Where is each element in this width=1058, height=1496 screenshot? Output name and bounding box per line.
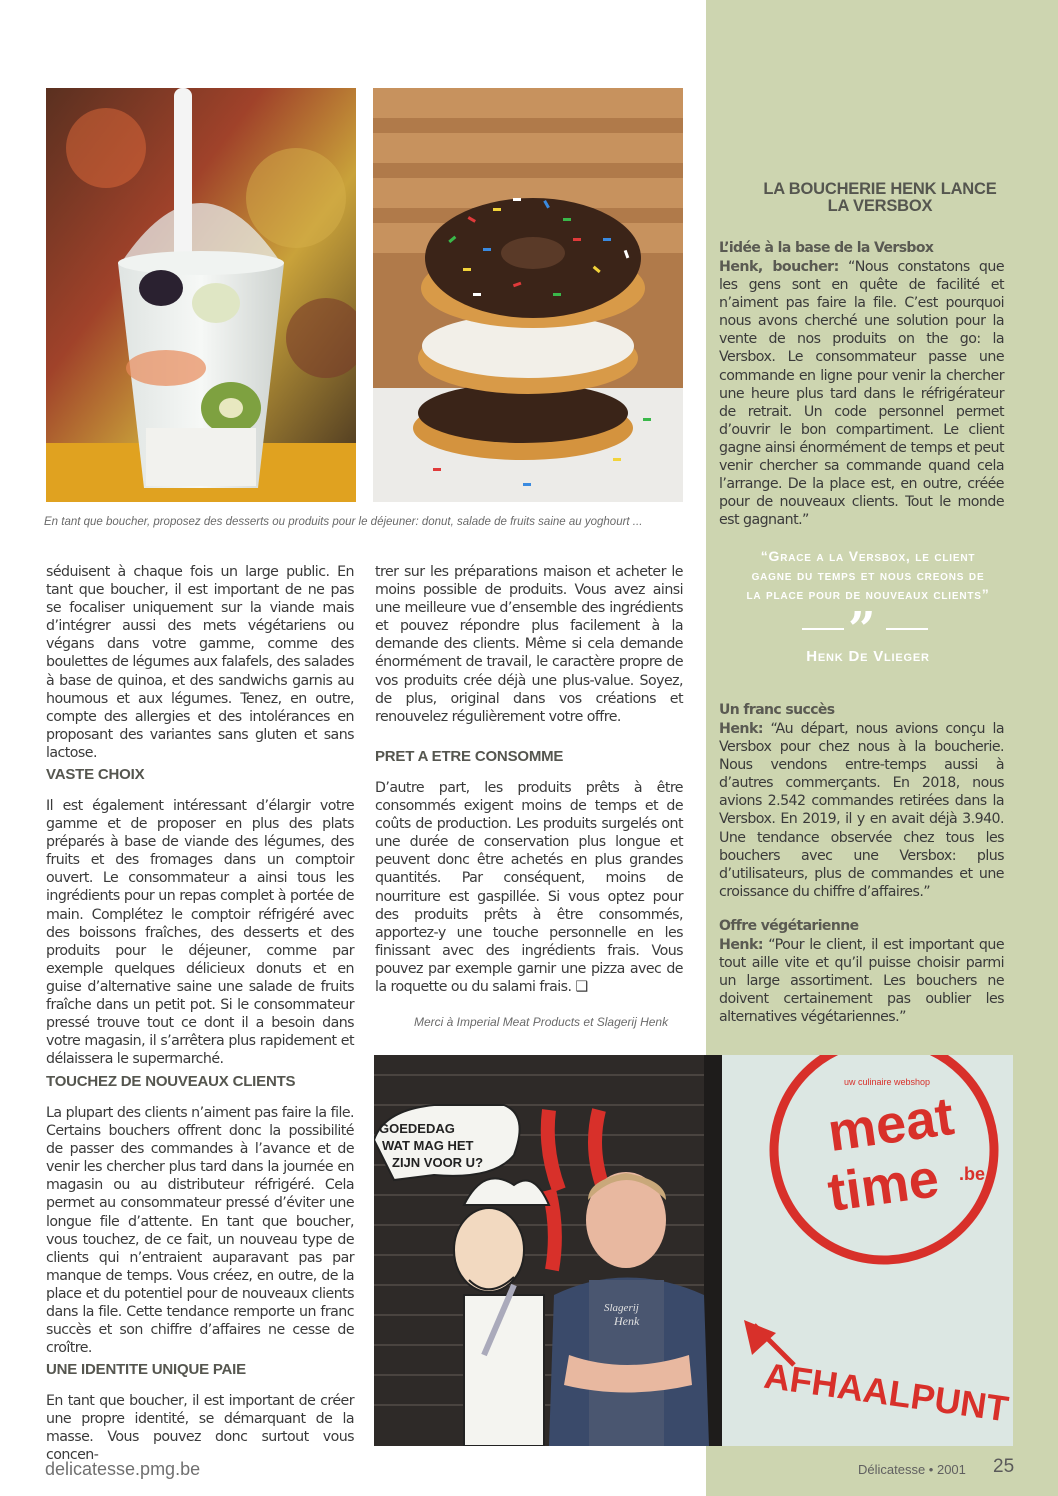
- page-number: 25: [993, 1456, 1015, 1477]
- heading-identite-unique: UNE IDENTITE UNIQUE PAIE: [46, 1361, 246, 1378]
- column-1-intro: [46, 563, 354, 762]
- sidebar-text-vegetarien: Henk: “Pour le client, il est important que tout aille vite et qu’il puisse choisir parmi un large assortiment. Les bouchers ne doivent certainement pas oublier les alternatives végétariennes.”: [719, 937, 1004, 1026]
- sidebar-subheading-succes: Un franc succès: [719, 702, 835, 718]
- pull-quote: “Grace a la Versbox, le client gagne du temps et nous creons de la place pour de nouveaux clients”: [746, 548, 990, 602]
- window-logo-text: time: [824, 1148, 943, 1224]
- paragraph: D’autre part, les produits prêts à être consommés exigent moins de temps et de coûts de production. Les produits surgelés ont une durée de conservation plus longue et peuvent donc être achetés en plus grandes quantités. Par conséquent, moins de nourriture est gaspillée. Si vous optez pour des produits prêts à être consommés, apportez-y une touche personnelle en les finissant avec des ingrédients frais. Vous pouvez par exemple garnir une pizza avec de la roquette ou du salami frais. ❑: [375, 780, 683, 996]
- window-logo-text: meat: [824, 1086, 958, 1164]
- end-mark: ❑: [575, 979, 588, 996]
- footer-website: delicatesse.pmg.be: [45, 1459, 201, 1479]
- sidebar-text-succes: Henk: “Au départ, nous avions conçu la Versbox pour chez nous à la boucherie. Nous vendons entre-temps aussi à d’autres commerçants. En 2018, nous avions 2.542 commandes retirées dans la Versbox. En 2019, il y en avait déjà 3.940. Une tendance observée chez tous les bouchers avec une Versbox: plus d’utilisateurs, plus de commandes et une croissance du chiffre d’affaires.”: [719, 721, 1004, 900]
- window-logo-text: uw culinaire webshop: [844, 1077, 931, 1087]
- quote-mark-icon: ”: [848, 602, 876, 658]
- heading-touchez-clients: TOUCHEZ DE NOUVEAUX CLIENTS: [46, 1073, 296, 1090]
- column-2-intro: [375, 563, 683, 726]
- quote-author: Henk De Vlieger: [806, 648, 930, 665]
- donuts-photo: [373, 88, 683, 502]
- paragraph: En tant que boucher, il est important de créer une propre identité, se démarquant de la masse. Vous pouvez donc surtout vous concen-: [46, 1393, 354, 1464]
- photo-caption: En tant que boucher, proposez des desserts ou produits pour le déjeuner: donut, salade de fruits saine au yoghourt ...: [44, 516, 643, 528]
- quote-divider-right: [886, 628, 928, 630]
- speech-bubble-text: GOEDEDAG: [379, 1121, 455, 1136]
- paragraph: séduisent à chaque fois un large public. En tant que boucher, il est important de ne pas se focaliser uniquement sur la viande mais d’intégrer aussi des mets végétariens ou végans dans votre gamme, comme des boulettes de légumes aux falafels, des salades à base de quinoa, et des sandwichs garnis au houmous et aux légumes. Tenez, en outre, compte des allergies et des intolérances en proposant des variantes sans gluten et sans lactose.: [46, 564, 354, 761]
- quote-divider-left: [802, 628, 844, 630]
- column-1-vaste-choix: [46, 797, 354, 1068]
- butcher-photo: [374, 1055, 1013, 1446]
- window-afhaalpunt-text: AFHAALPUNT: [761, 1354, 1011, 1430]
- speech-bubble-text: ZIJN VOOR U?: [392, 1155, 484, 1170]
- paragraph: trer sur les préparations maison et acheter le moins possible de produits. Vous avez ainsi une meilleure vue d’ensemble des ingrédients et pouvez répondre plus facilement à la demande des clients. Même si cela demande énormément de travail, le caractère propre de vos produits crée déjà une plus-value. Soyez, de plus, original dans vos créations et renouvelez régulièrement votre offre.: [375, 564, 683, 725]
- window-logo-text: .be: [959, 1164, 986, 1184]
- sidebar-title: LA BOUCHERIE HENK LANCE LA VERSBOX: [763, 180, 997, 215]
- apron-text: Henk: [614, 1314, 640, 1328]
- speech-bubble-text: WAT MAG HET: [382, 1138, 474, 1153]
- sidebar-subheading-versbox: L’idée à la base de la Versbox: [719, 240, 934, 256]
- heading-vaste-choix: VASTE CHOIX: [46, 766, 145, 783]
- apron-text: Slagerij: [604, 1302, 639, 1314]
- column-2-pret: [375, 779, 683, 996]
- thanks-note: Merci à Imperial Meat Products et Slagerij Henk: [414, 1015, 669, 1029]
- fruit-salad-photo: [46, 88, 356, 502]
- heading-pret-a-etre-consomme: PRET A ETRE CONSOMME: [375, 748, 564, 765]
- paragraph: La plupart des clients n’aiment pas faire la file. Certains bouchers offrent donc la possibilité de passer des commandes à l’avance et de venir les chercher plus tard dans la journée en magasin ou au distributeur réfrigéré. Cela permet au consommateur pressé d’éviter une longue file d’attente. En tant que boucher, vous touchez, de ce fait, un nouveau type de clients qui n’entraient auparavant pas par manque de temps. Vous créez, en outre, de la place et du potentiel pour de nouveaux clients dans la file. Cette tendance remporte un franc succès et son chiffre d’affaires ne cesse de croître.: [46, 1105, 354, 1357]
- footer-magazine: Délicatesse • 2001: [858, 1462, 966, 1477]
- sidebar-text-versbox: Henk, boucher: “Nous constatons que les gens sont en quête de facilité et n’aiment pas faire la file. C’est pourquoi nous avons cherché une solution pour la vente de nos produits on the go: la Versbox. Le consommateur passe une commande en ligne pour venir la chercher une heure plus tard dans le réfrigérateur de retrait. Un code personnel permet d’ouvrir le bon compartiment. Le client gagne ainsi énormément de temps et peut venir chercher sa commande quand cela l’arrange. De la place est, en outre, créée pour de nouveaux clients. Tout le monde est gagnant.”: [719, 259, 1004, 529]
- column-1-touchez: [46, 1104, 354, 1357]
- column-1-identite: [46, 1392, 354, 1464]
- sidebar-subheading-vegetarien: Offre végétarienne: [719, 918, 859, 934]
- paragraph: Il est également intéressant d’élargir votre gamme et de proposer en plus des plats préparés à base de viande des légumes, des fruits et des fromages dans un comptoir ouvert. Le consommateur a ainsi tous les ingrédients pour un repas complet à portée de main. Complétez le comptoir réfrigéré avec des boissons fraîches, des desserts et des produits pour le déjeuner, comme par exemple quelques délicieux donuts et en guise d’alternative saine une salade de fruits fraîche dans un petit pot. Si le consommateur pressé trouve tout ce dont il a besoin dans votre magasin, il s’arrêtera plus rapidement et délaissera le supermarché.: [46, 798, 354, 1068]
